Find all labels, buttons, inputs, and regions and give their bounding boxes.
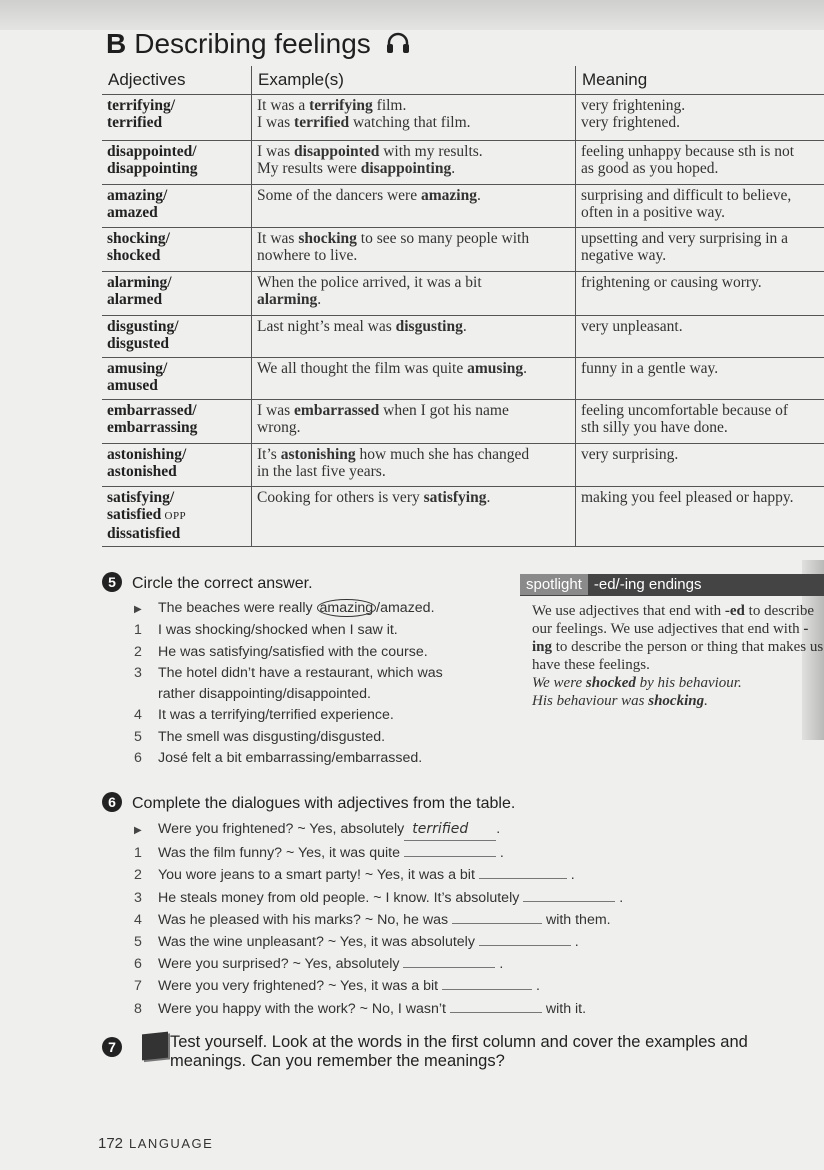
item-text: Was the wine unpleasant? ~ Yes, it was absolutely [158, 934, 479, 951]
header-adjectives: Adjectives [102, 66, 252, 95]
item-text: You wore jeans to a smart party! ~ Yes, it was a bit [158, 867, 479, 884]
item-text: Was the film funny? ~ Yes, it was quite [158, 845, 404, 862]
example-cell: It’s astonishing how much she has changed in the last five years. [252, 444, 576, 487]
table-row [102, 95, 824, 141]
example-cell: Cooking for others is very satisfying. [252, 487, 576, 547]
spotlight-example-2: His behaviour was shocking. [532, 693, 708, 709]
exercise-item [134, 953, 623, 975]
example-cell: Last night’s meal was disgusting. [252, 316, 576, 358]
example-cell: I was embarrassed when I got his name wrong. [252, 400, 576, 444]
exercise-item [134, 975, 623, 997]
exercise-item [134, 727, 443, 748]
item-text: The hotel didn’t have a restaurant, which was [158, 664, 443, 681]
headphones-icon [385, 30, 411, 62]
adjective-cell: amusing/ amused [102, 358, 252, 400]
header-meaning: Meaning [576, 66, 824, 95]
item-text: rather disappointing/disappointed. [158, 686, 371, 703]
item-text-after: . [532, 978, 540, 995]
item-number: 1 [134, 622, 142, 639]
item-number: 2 [134, 643, 142, 660]
table-row [102, 272, 824, 316]
meaning-cell: frightening or causing worry. [576, 272, 824, 316]
adjective-cell: embarrassed/ embarrassing [102, 400, 252, 444]
meaning-cell: very surprising. [576, 444, 824, 487]
answer-blank[interactable] [479, 878, 567, 879]
item-text: I was shocking/shocked when I saw it. [158, 622, 398, 639]
header-examples: Example(s) [252, 66, 576, 95]
item-text: He was satisfying/satisfied with the course. [158, 643, 428, 660]
exercise-5-heading [102, 572, 313, 593]
example-cell: We all thought the film was quite amusing. [252, 358, 576, 400]
meaning-cell: feeling unhappy because sth is not as good as you hoped. [576, 141, 824, 185]
meaning-cell: upsetting and very surprising in a negative way. [576, 228, 824, 272]
item-number: 6 [134, 956, 142, 973]
exercise-item [134, 642, 443, 663]
spotlight-example-1: We were shocked by his behaviour. [532, 675, 742, 691]
item-text: It was a terrifying/terrified experience. [158, 707, 394, 724]
example-cell: It was a terrifying film. I was terrified watching that film. [252, 95, 576, 141]
exercise-5-items [134, 598, 443, 769]
arrow-right-icon: ▶ [134, 825, 142, 836]
exercise-item [134, 663, 443, 684]
footer-section: LANGUAGE [129, 1136, 214, 1151]
exercise-6-items [134, 818, 623, 1020]
spotlight-box [520, 574, 824, 710]
table-row [102, 358, 824, 400]
adjective-cell: shocking/ shocked [102, 228, 252, 272]
answer-blank[interactable] [452, 923, 542, 924]
answer-blank[interactable] [450, 1012, 542, 1013]
page-top-edge [0, 0, 824, 30]
exercise-item [134, 887, 623, 909]
table-row [102, 228, 824, 272]
table-row [102, 487, 824, 547]
item-text: Were you very frightened? ~ Yes, it was a bit [158, 978, 443, 995]
exercise-item [134, 842, 623, 864]
table-row [102, 185, 824, 228]
item-text-after: with it. [541, 1000, 587, 1017]
item-number: 4 [134, 911, 142, 928]
arrow-right-icon: ▶ [134, 604, 142, 615]
item-text: José felt a bit embarrassing/embarrassed. [158, 750, 423, 767]
table-row [102, 316, 824, 358]
example-cell: It was shocking to see so many people with nowhere to live. [252, 228, 576, 272]
meaning-cell: making you feel pleased or happy. [576, 487, 824, 547]
exercise-item [134, 998, 623, 1020]
exercise-item [134, 931, 623, 953]
item-text: He steals money from old people. ~ I know. It’s absolutely [158, 889, 524, 906]
item-number: 7 [134, 978, 142, 995]
exercise-number-badge: 6 [102, 792, 122, 812]
meaning-cell: feeling uncomfortable because of sth silly you have done. [576, 400, 824, 444]
item-text: Were you happy with the work? ~ No, I wasn’t [158, 1000, 450, 1017]
exercise-number-badge: 7 [102, 1037, 122, 1057]
meaning-cell: funny in a gentle way. [576, 358, 824, 400]
section-title [106, 28, 411, 62]
item-number: 4 [134, 707, 142, 724]
item-number: 3 [134, 889, 142, 906]
exercise-item [134, 620, 443, 641]
adjective-cell: amazing/ amazed [102, 185, 252, 228]
table-header-row [102, 66, 824, 95]
item-number: 3 [134, 664, 142, 681]
adjective-cell: disappointed/ disappointing [102, 141, 252, 185]
meaning-cell: very unpleasant. [576, 316, 824, 358]
item-number: 1 [134, 845, 142, 862]
example-cell: Some of the dancers were amazing. [252, 185, 576, 228]
table-row [102, 444, 824, 487]
adjective-cell: disgusting/ disgusted [102, 316, 252, 358]
example-cell: I was disappointed with my results. My results were disappointing. [252, 141, 576, 185]
adjective-cell: astonishing/ astonished [102, 444, 252, 487]
example-cell: When the police arrived, it was a bit alarming. [252, 272, 576, 316]
item-number: 2 [134, 867, 142, 884]
item-text-after: . [495, 845, 504, 862]
adjective-cell: alarming/ alarmed [102, 272, 252, 316]
notebook-icon [142, 1032, 168, 1061]
exercise-6-heading [102, 792, 515, 813]
spotlight-body: We use adjectives that end with -ed to describe our feelings. We use adjectives that end with -ing to describe the person or thing that makes us have these feelings. [532, 603, 824, 673]
answer-blank[interactable] [479, 945, 571, 946]
item-text-after: . [615, 889, 624, 906]
opposite-label: OPP [161, 510, 187, 522]
exercise-item [134, 748, 443, 769]
item-number: 8 [134, 1000, 142, 1017]
page-number: 172 [98, 1135, 124, 1152]
exercise-item [134, 909, 623, 931]
item-text: Was he pleased with his marks? ~ No, he was [158, 911, 452, 928]
answer-blank[interactable] [404, 856, 496, 857]
item-number: 5 [134, 728, 142, 745]
exercise-item [134, 684, 443, 705]
section-letter: B [106, 28, 127, 59]
answer-blank[interactable] [523, 901, 615, 902]
item-text-after: . [570, 934, 579, 951]
table-row [102, 141, 824, 185]
page-footer [98, 1135, 213, 1152]
item-text-after: . [566, 867, 575, 884]
exercise-6-instruction: Complete the dialogues with adjectives from the table. [132, 795, 516, 812]
meaning-cell: surprising and difficult to believe, often in a positive way. [576, 185, 824, 228]
item-text-after: with them. [542, 911, 611, 928]
answer-blank[interactable] [442, 989, 532, 990]
handwritten-answer: terrified [412, 821, 469, 837]
item-number: 6 [134, 750, 142, 767]
exercise-item [134, 864, 623, 886]
spotlight-header [520, 574, 824, 596]
item-text: The smell was disgusting/disgusted. [158, 728, 386, 745]
exercise-5-example: ▶ The beaches were really amazing /amazed. [134, 600, 435, 616]
item-text-after: . [495, 956, 504, 973]
item-number: 5 [134, 934, 142, 951]
exercise-7 [102, 1033, 748, 1070]
section-title-text: Describing feelings [134, 28, 371, 59]
spotlight-label: spotlight [520, 574, 588, 595]
exercise-7-text: Test yourself. Look at the words in the first column and cover the examples and meanings. Can you remember the meanings? [170, 1033, 748, 1070]
meaning-cell: very frightening. very frightened. [576, 95, 824, 141]
adjective-cell: terrifying/ terrified [102, 95, 252, 141]
adjective-cell: satisfying/ satisfied OPP dissatisfied [102, 487, 252, 547]
feelings-table [102, 66, 824, 547]
exercise-item [134, 705, 443, 726]
spotlight-heading: -ed/-ing endings [593, 576, 702, 593]
exercise-6-example: ▶ Were you frightened? ~ Yes, absolutely terrified . [134, 818, 623, 842]
answer-blank[interactable] [403, 967, 495, 968]
circled-answer: amazing [317, 599, 377, 617]
exercise-5-instruction: Circle the correct answer. [132, 575, 313, 592]
item-text: Were you surprised? ~ Yes, absolutely [158, 956, 404, 973]
exercise-number-badge: 5 [102, 572, 122, 592]
table-row [102, 400, 824, 444]
